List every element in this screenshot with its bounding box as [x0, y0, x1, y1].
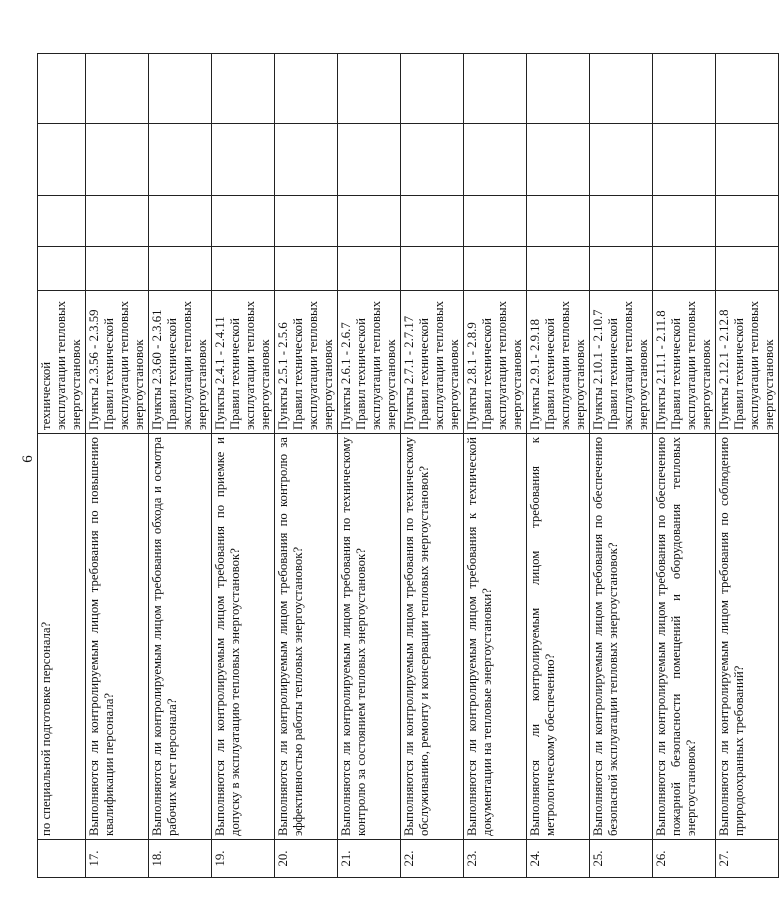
answer-cell	[275, 124, 338, 196]
question-text: Выполняются ли контролируемым лицом требования по обеспечению пожарной безопасности помещений и оборудования тепловых энергоустановок?	[653, 434, 716, 840]
row-number: 26.	[653, 840, 716, 878]
answer-cell	[464, 196, 527, 247]
table-row	[149, 54, 212, 878]
answer-cell	[149, 124, 212, 196]
row-number: 19.	[212, 840, 275, 878]
answer-cell	[716, 196, 779, 247]
row-number: 22.	[401, 840, 464, 878]
row-number: 20.	[275, 840, 338, 878]
table-row	[86, 54, 149, 878]
table-row	[653, 54, 716, 878]
regulation-reference: технической эксплуатации тепловых энергоустановок	[38, 291, 86, 434]
answer-cell	[464, 247, 527, 291]
answer-cell	[275, 54, 338, 124]
answer-cell	[401, 196, 464, 247]
answer-cell	[275, 247, 338, 291]
answer-cell	[86, 124, 149, 196]
question-text: по специальной подготовке персонала?	[38, 434, 86, 840]
answer-cell	[212, 124, 275, 196]
answer-cell	[590, 247, 653, 291]
answer-cell	[527, 124, 590, 196]
answer-cell	[590, 54, 653, 124]
answer-cell	[86, 196, 149, 247]
answer-cell	[212, 247, 275, 291]
answer-cell	[653, 196, 716, 247]
answer-cell	[338, 124, 401, 196]
answer-cell	[653, 124, 716, 196]
answer-cell	[464, 54, 527, 124]
answer-cell	[527, 247, 590, 291]
regulation-reference: Пункты 2.3.56 - 2.3.59 Правил технической эксплуатации тепловых энергоустановок	[86, 291, 149, 434]
row-number: 17.	[86, 840, 149, 878]
question-text: Выполняются ли контролируемым лицом требования к технической документации на тепловые энергоустановки?	[464, 434, 527, 840]
regulation-reference: Пункты 2.6.1 - 2.6.7 Правил технической эксплуатации тепловых энергоустановок	[338, 291, 401, 434]
answer-cell	[149, 196, 212, 247]
answer-cell	[590, 124, 653, 196]
answer-cell	[653, 54, 716, 124]
regulation-reference: Пункты 2.12.1 - 2.12.8 Правил технической эксплуатации тепловых энергоустановок	[716, 291, 779, 434]
answer-cell	[86, 54, 149, 124]
regulation-reference: Пункты 2.5.1 - 2.5.6 Правил технической эксплуатации тепловых энергоустановок	[275, 291, 338, 434]
answer-cell	[338, 247, 401, 291]
regulation-reference: Пункты 2.11.1 - 2.11.8 Правил технической эксплуатации тепловых энергоустановок	[653, 291, 716, 434]
answer-cell	[527, 196, 590, 247]
answer-cell	[212, 54, 275, 124]
row-number: 21.	[338, 840, 401, 878]
table-row	[527, 54, 590, 878]
answer-cell	[716, 247, 779, 291]
table-row	[716, 54, 779, 878]
question-text: Выполняются ли контролируемым лицом требования по контролю за эффективностью работы тепловых энергоустановок?	[275, 434, 338, 840]
question-text: Выполняются ли контролируемым лицом требования обхода и осмотра рабочих мест персонала?	[149, 434, 212, 840]
answer-cell	[338, 196, 401, 247]
table-row	[275, 54, 338, 878]
regulation-reference: Пункты 2.10.1 - 2.10.7 Правил технической эксплуатации тепловых энергоустановок	[590, 291, 653, 434]
answer-cell	[401, 54, 464, 124]
answer-cell	[149, 247, 212, 291]
answer-cell	[716, 54, 779, 124]
answer-cell	[716, 124, 779, 196]
row-number: 18.	[149, 840, 212, 878]
question-text: Выполняются ли контролируемым лицом требования к метрологическому обеспечению?	[527, 434, 590, 840]
answer-cell	[338, 54, 401, 124]
answer-cell	[86, 247, 149, 291]
answer-cell	[38, 54, 86, 124]
question-text: Выполняются ли контролируемым лицом требования по повышению квалификации персонала?	[86, 434, 149, 840]
table-row	[212, 54, 275, 878]
answer-cell	[38, 247, 86, 291]
row-number: 24.	[527, 840, 590, 878]
regulation-reference: Пункты 2.4.1 - 2.4.11 Правил технической эксплуатации тепловых энергоустановок	[212, 291, 275, 434]
question-text: Выполняются ли контролируемым лицом требования по техническому контролю за состоянием тепловых энергоустановок?	[338, 434, 401, 840]
answer-cell	[464, 124, 527, 196]
answer-cell	[38, 196, 86, 247]
checklist-table	[37, 53, 779, 878]
question-text: Выполняются ли контролируемым лицом требования по техническому обслуживанию, ремонту и консервации тепловых энергоустановок?	[401, 434, 464, 840]
answer-cell	[149, 54, 212, 124]
regulation-reference: Пункты 2.3.60 - 2.3.61 Правил технической эксплуатации тепловых энергоустановок	[149, 291, 212, 434]
answer-cell	[38, 124, 86, 196]
regulation-reference: Пункты 2.8.1 - 2.8.9 Правил технической эксплуатации тепловых энергоустановок	[464, 291, 527, 434]
table-row	[338, 54, 401, 878]
answer-cell	[401, 247, 464, 291]
answer-cell	[527, 54, 590, 124]
table-row	[401, 54, 464, 878]
row-number: 27.	[716, 840, 779, 878]
regulation-reference: Пункты 2.7.1 - 2.7.17 Правил технической эксплуатации тепловых энергоустановок	[401, 291, 464, 434]
row-number	[38, 840, 86, 878]
row-number: 23.	[464, 840, 527, 878]
table-row	[38, 54, 86, 878]
page-number: 6	[20, 455, 36, 463]
question-text: Выполняются ли контролируемым лицом требования по приемке и допуску в эксплуатацию тепловых энергоустановок?	[212, 434, 275, 840]
question-text: Выполняются ли контролируемым лицом требования по обеспечению безопасной эксплуатации тепловых энергоустановок?	[590, 434, 653, 840]
answer-cell	[212, 196, 275, 247]
row-number: 25.	[590, 840, 653, 878]
answer-cell	[590, 196, 653, 247]
answer-cell	[275, 196, 338, 247]
table-row	[590, 54, 653, 878]
answer-cell	[653, 247, 716, 291]
regulation-reference: Пункты 2.9.1- 2.9.18 Правил технической эксплуатации тепловых энергоустановок	[527, 291, 590, 434]
question-text: Выполняются ли контролируемым лицом требования по соблюдению природоохранных требований?	[716, 434, 779, 840]
table-row	[464, 54, 527, 878]
answer-cell	[401, 124, 464, 196]
